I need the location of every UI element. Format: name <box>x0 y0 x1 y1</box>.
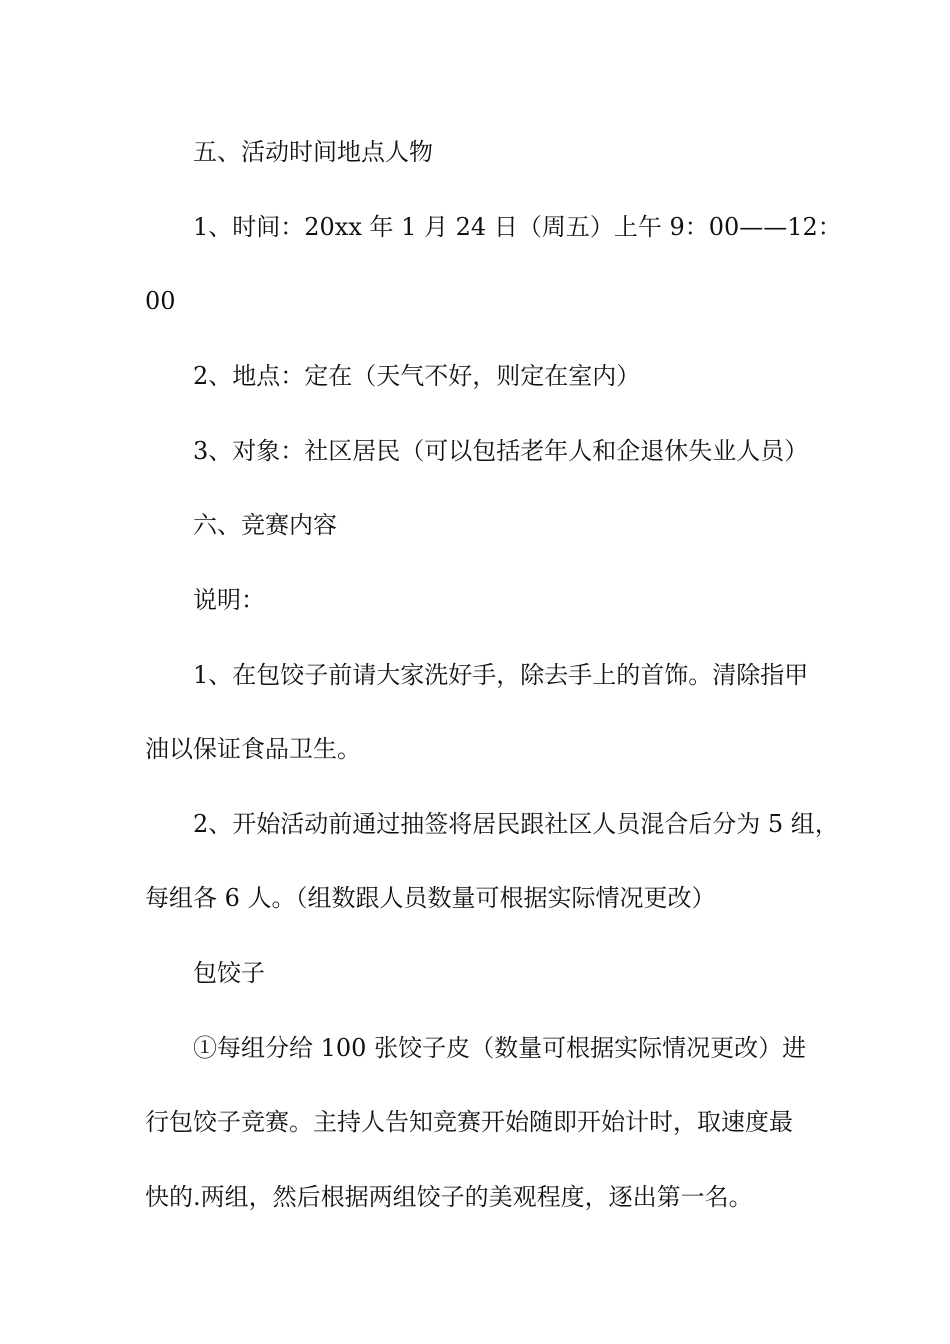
paragraph-line: ①每组分给 100 张饺子皮（数量可根据实际情况更改）进 <box>193 1034 807 1062</box>
paragraph-line: 3、对象：社区居民（可以包括老年人和企退休失业人员） <box>193 437 809 465</box>
paragraph-line: 每组各 6 人。（组数跟人员数量可根据实际情况更改） <box>145 884 716 912</box>
paragraph-line: 油以保证食品卫生。 <box>145 735 361 763</box>
paragraph-line: 行包饺子竞赛。主持人告知竞赛开始随即开始计时，取速度最 <box>145 1108 793 1136</box>
subheading: 包饺子 <box>193 959 265 987</box>
section-heading-6: 六、竞赛内容 <box>193 511 337 539</box>
paragraph-line: 2、地点：定在（天气不好，则定在室内） <box>193 362 641 390</box>
paragraph-line: 快的.两组，然后根据两组饺子的美观程度，逐出第一名。 <box>145 1183 753 1211</box>
section-heading-5: 五、活动时间地点人物 <box>193 138 433 166</box>
paragraph-line: 1、时间：20xx 年 1 月 24 日（周五）上午 9：00——12： <box>193 213 842 241</box>
paragraph-line: 2、开始活动前通过抽签将居民跟社区人员混合后分为 5 组， <box>193 810 839 838</box>
paragraph-line: 00 <box>145 287 176 315</box>
paragraph-line: 说明： <box>193 586 265 614</box>
paragraph-line: 1、在包饺子前请大家洗好手，除去手上的首饰。清除指甲 <box>193 661 809 689</box>
